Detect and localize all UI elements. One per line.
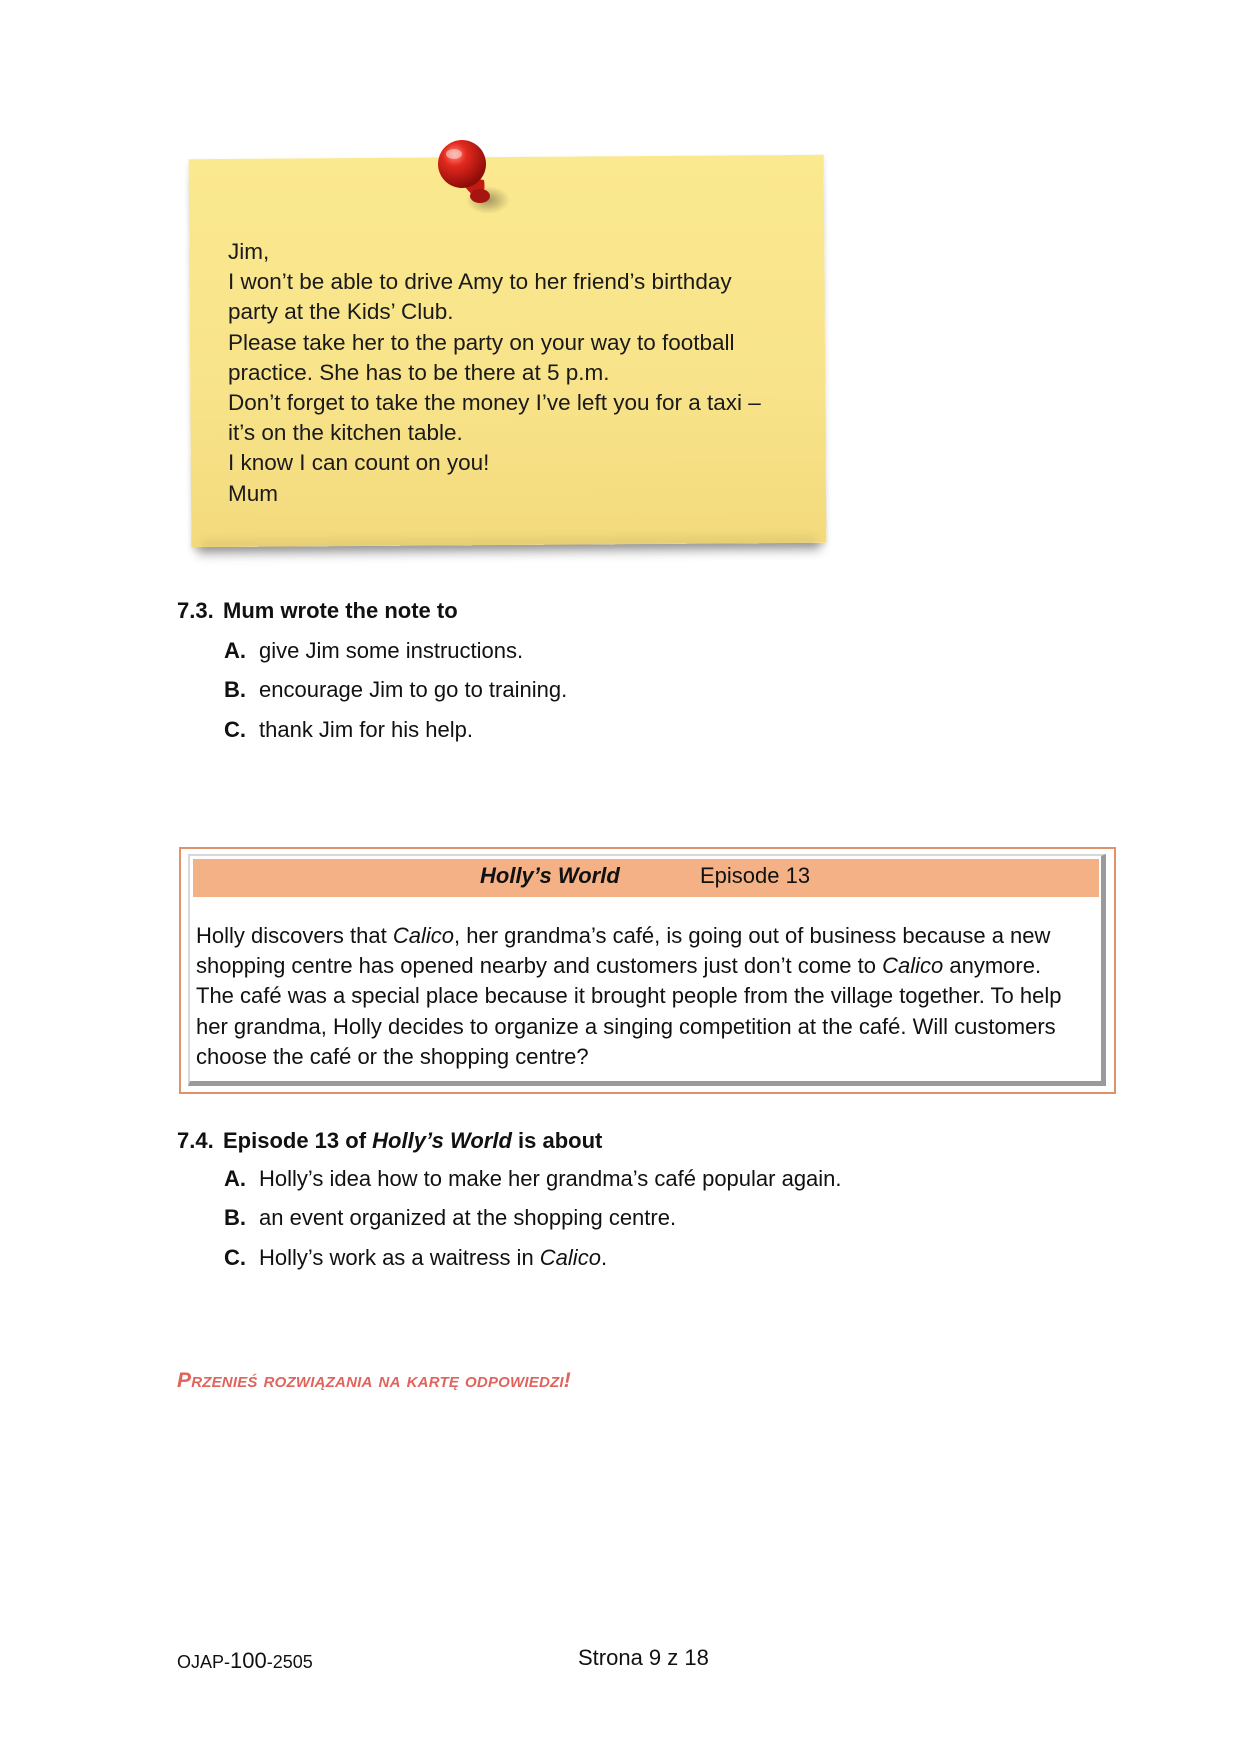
option-letter: C. <box>224 717 246 742</box>
question-number: 7.3. <box>177 598 214 623</box>
text-run: shopping centre has opened nearby and customers just don’t come to <box>196 953 883 979</box>
option-letter: A. <box>224 638 246 663</box>
note-line: Don’t forget to take the money I’ve left you for a taxi – <box>228 390 761 416</box>
note-line: Jim, <box>228 239 270 264</box>
episode-description-line <box>196 1012 1101 1042</box>
option-letter: A. <box>224 1166 246 1191</box>
note-line: Mum <box>228 480 278 506</box>
option-letter: C. <box>224 1245 246 1270</box>
exam-code-prefix: OJAP- <box>177 1652 231 1672</box>
episode-header <box>193 859 1099 897</box>
text-run: . <box>600 1245 608 1270</box>
text-run: her grandma, Holly decides to organize a singing competition at the café. Will customers <box>196 1013 1056 1039</box>
option-text <box>259 1205 676 1230</box>
italic-text: Holly’s World <box>372 1128 512 1153</box>
text-run: choose the café or the shopping centre? <box>196 1043 589 1069</box>
episode-description-line <box>196 921 1101 951</box>
question-7-3-option-b[interactable] <box>224 677 567 703</box>
question-number: 7.4. <box>177 1128 214 1153</box>
option-text: give Jim some instructions. <box>259 638 524 663</box>
question-text <box>223 1128 602 1153</box>
exam-code-mid: 100 <box>230 1648 267 1673</box>
option-text <box>259 1166 842 1191</box>
text-run: Holly discovers that <box>196 923 393 948</box>
text-run: Holly’s idea how to make her grandma’s café popular again. <box>259 1166 842 1191</box>
question-7-4-option-a[interactable] <box>224 1166 842 1192</box>
text-run: an event organized at the shopping centre. <box>259 1205 677 1230</box>
text-run: The café was a special place because it brought people from the village together. To help <box>196 983 1062 1009</box>
text-run: Holly’s work as a waitress in <box>259 1245 540 1270</box>
question-7-3-option-c[interactable] <box>224 717 473 743</box>
italic-text: Calico <box>882 953 944 979</box>
note-line: practice. She has to be there at 5 p.m. <box>228 359 610 385</box>
question-7-4-option-c[interactable] <box>224 1245 607 1271</box>
exam-code-suffix: -2505 <box>266 1652 313 1672</box>
text-run: is about <box>511 1128 603 1153</box>
text-run: anymore. <box>943 953 1042 979</box>
question-7-3-title <box>177 598 458 624</box>
question-text: Mum wrote the note to <box>223 598 458 623</box>
question-7-4-option-b[interactable] <box>224 1205 676 1231</box>
note-line: it’s on the kitchen table. <box>228 420 463 446</box>
episode-description <box>196 921 1101 1072</box>
push-pin-icon <box>428 134 518 224</box>
episode-description-line <box>196 1042 1101 1072</box>
episode-description-line <box>196 981 1101 1011</box>
note-text <box>228 237 808 509</box>
text-run: , her grandma’s café, is going out of business because a new <box>454 923 1051 948</box>
note-line: I won’t be able to drive Amy to her friend’s birthday <box>228 269 732 295</box>
option-letter: B. <box>224 677 246 702</box>
episode-title: Holly’s World <box>480 863 620 888</box>
episode-description-line <box>196 951 1101 981</box>
option-text: thank Jim for his help. <box>259 717 473 742</box>
exam-code <box>177 1648 313 1674</box>
question-7-4-title <box>177 1128 602 1154</box>
question-7-3-option-a[interactable] <box>224 638 523 664</box>
option-text: encourage Jim to go to training. <box>259 677 568 702</box>
note-line: I know I can count on you! <box>228 450 490 476</box>
option-text <box>259 1245 607 1270</box>
note-line: party at the Kids’ Club. <box>228 299 454 325</box>
note-line: Please take her to the party on your way to football <box>228 329 735 355</box>
italic-text: Calico <box>539 1245 601 1270</box>
italic-text: Calico <box>392 923 454 948</box>
transfer-answers-notice: Przenieś rozwiązania na kartę odpowiedzi! <box>177 1369 571 1392</box>
page-number: Strona 9 z 18 <box>578 1645 709 1670</box>
text-run: Episode 13 of <box>223 1128 373 1153</box>
option-letter: B. <box>224 1205 246 1230</box>
episode-number: Episode 13 <box>700 863 811 888</box>
